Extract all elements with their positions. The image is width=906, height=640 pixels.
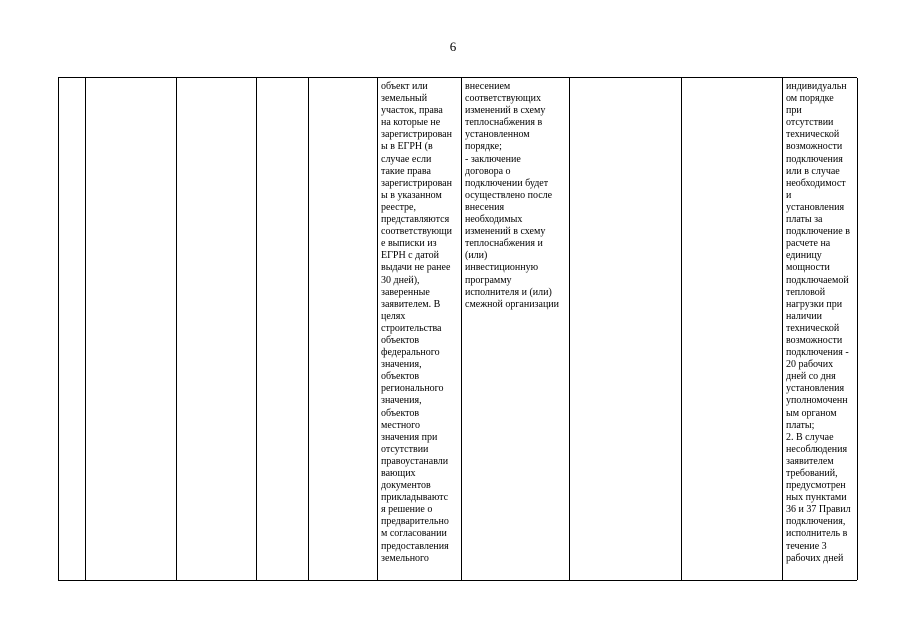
column-divider bbox=[377, 78, 378, 580]
page-number: 6 bbox=[449, 39, 457, 54]
column-divider bbox=[782, 78, 783, 580]
table-cell-deadlines: индивидуальн ом порядке при отсутствии технической возможности подключения или в случае необходимост и установления платы за подключение в расчете на единицу мощности подключаемой тепловой нагрузки при наличии технической возможности подключения - 20 рабочих дней со дня установления уполномоченн ым органом платы; 2. В случае несоблюдения заявителем требований, предусмотрен ных пунктами 36 и 37 Правил подключения, исполнитель в течение 3 рабочих дней bbox=[786, 81, 851, 564]
column-divider bbox=[461, 78, 462, 580]
column-divider bbox=[256, 78, 257, 580]
table-cell-documents: объект или земельный участок, права на которые не зарегистрирован ы в ЕГРН (в случае если такие права зарегистрирован ы в указанном реестре, представляются соответствующи е выписки из ЕГРН с датой выдачи не ранее 30 дней), заверенные заявителем. В целях строительства объектов федерального значения, объектов регионального значения, объектов местного значения при отсутствии правоустанавли вающих документов прикладываютс я решение о предварительно м согласовании предоставления земельного bbox=[381, 81, 452, 564]
column-divider bbox=[85, 78, 86, 580]
column-divider bbox=[681, 78, 682, 580]
column-divider bbox=[308, 78, 309, 580]
column-divider bbox=[176, 78, 177, 580]
data-table bbox=[58, 77, 857, 581]
table-cell-refusal-grounds: внесением соответствующих изменений в схему теплоснабжения в установленном порядке; - заключение договора о подключении будет осуществлено после внесения необходимых изменений в схему теплоснабжения и (или) инвестиционную программу исполнителя и (или) смежной организации bbox=[465, 81, 560, 310]
